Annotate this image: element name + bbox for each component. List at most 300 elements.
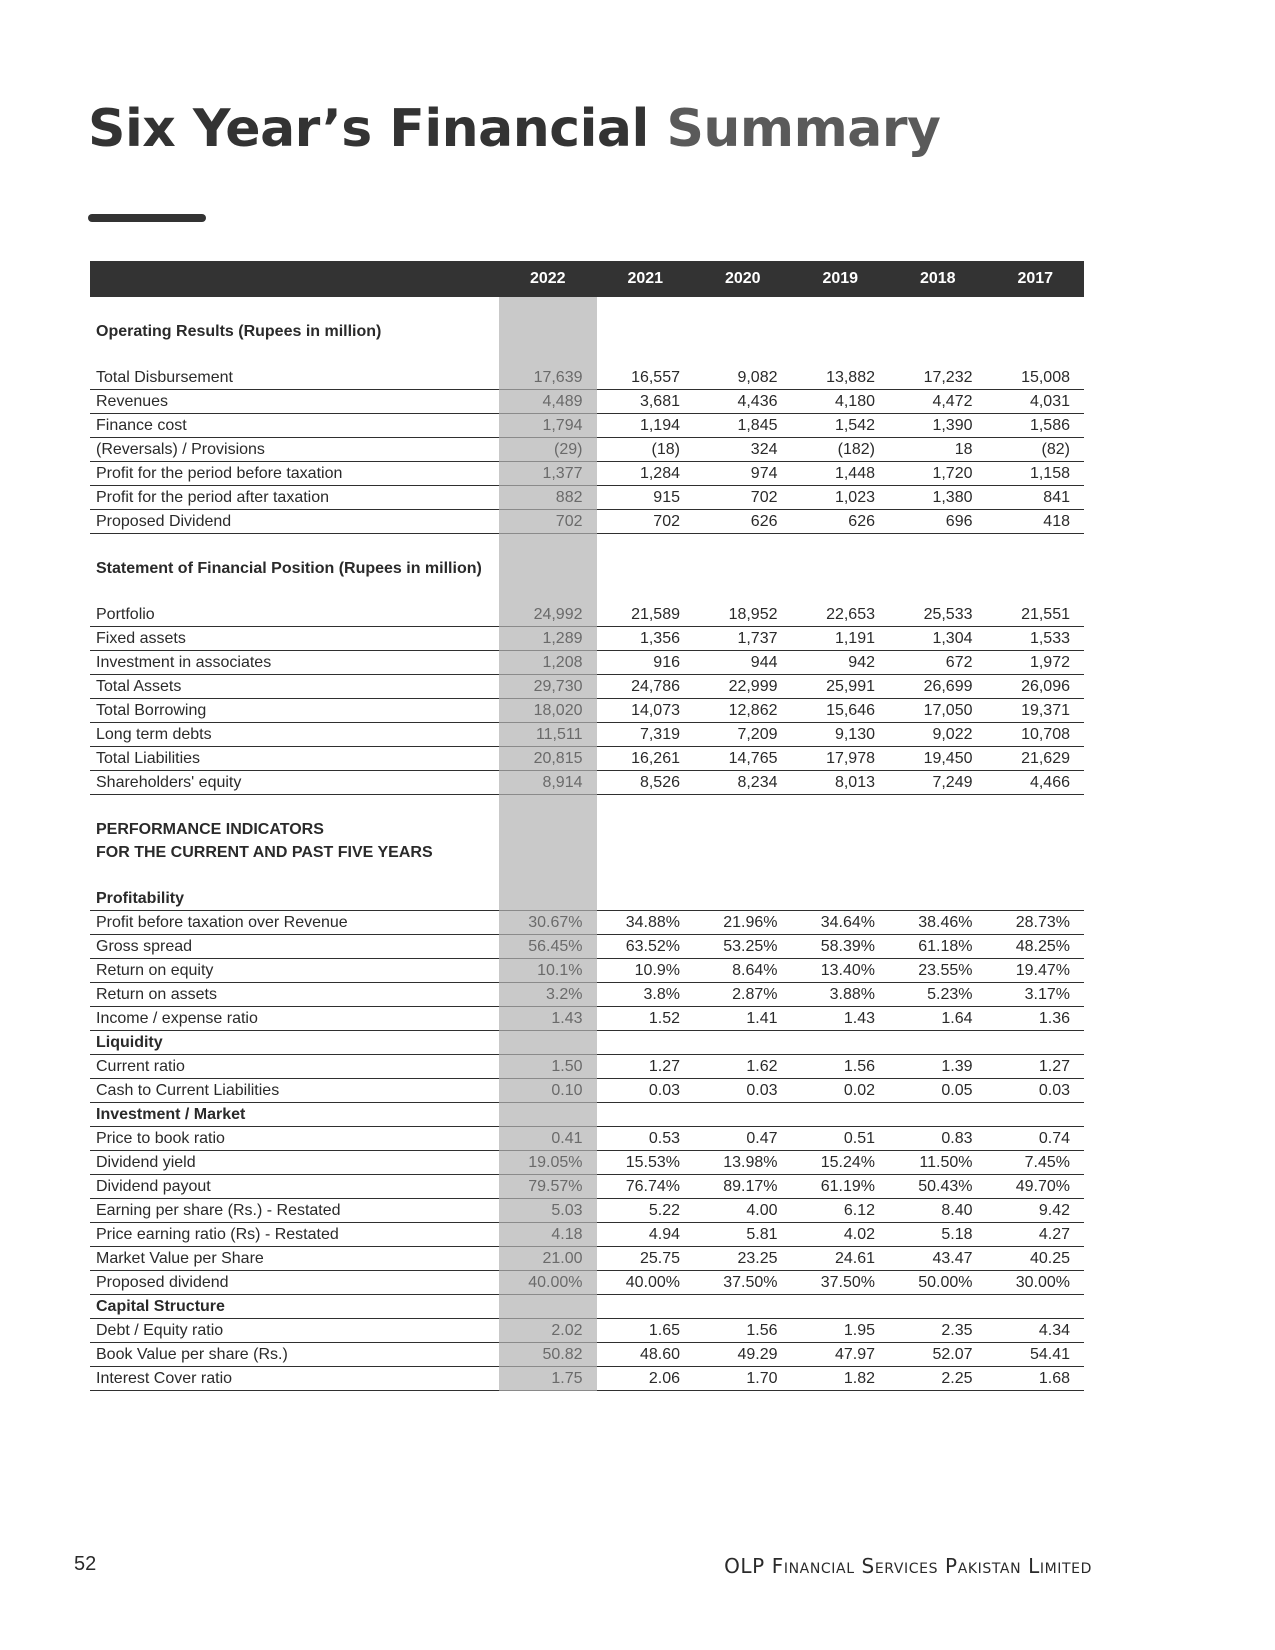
table-row — [90, 651, 1084, 675]
value-cell: 17,978 — [792, 747, 890, 771]
table-row — [90, 935, 1084, 959]
heading-cell — [597, 1295, 695, 1319]
row-label: Proposed Dividend — [90, 510, 499, 534]
title-accent-bar — [88, 214, 206, 222]
value-cell: 11.50% — [889, 1151, 987, 1175]
value-cell: 20,815 — [499, 747, 597, 771]
value-cell: 76.74% — [597, 1175, 695, 1199]
heading-cell — [889, 1031, 987, 1055]
year-header: 2020 — [694, 261, 792, 297]
title-bold: Six Year’s Financial — [88, 99, 649, 159]
heading-cell — [987, 887, 1085, 911]
section-heading: PERFORMANCE INDICATORS — [96, 820, 324, 838]
value-cell: 1.41 — [694, 1007, 792, 1031]
table-row — [90, 414, 1084, 438]
value-cell: 2.02 — [499, 1319, 597, 1343]
heading-cell — [694, 1295, 792, 1319]
value-cell: 15,008 — [987, 366, 1085, 390]
value-cell: 3.8% — [597, 983, 695, 1007]
heading-cell — [792, 1295, 890, 1319]
section-heading-row — [90, 841, 1084, 864]
heading-cell — [694, 320, 792, 343]
row-label: Investment in associates — [90, 651, 499, 675]
heading-cell — [987, 1295, 1085, 1319]
value-cell: 2.35 — [889, 1319, 987, 1343]
value-cell: 21,629 — [987, 747, 1085, 771]
page-number: 52 — [74, 1553, 97, 1575]
table-row — [90, 747, 1084, 771]
value-cell: 19.47% — [987, 959, 1085, 983]
row-label: Proposed dividend — [90, 1271, 499, 1295]
table-row — [90, 1271, 1084, 1295]
table-row — [90, 438, 1084, 462]
value-cell: 48.25% — [987, 935, 1085, 959]
year-header: 2022 — [499, 261, 597, 297]
value-cell: 1.43 — [792, 1007, 890, 1031]
table-row — [90, 959, 1084, 983]
value-cell: 0.10 — [499, 1079, 597, 1103]
value-cell: 40.00% — [597, 1271, 695, 1295]
value-cell: 0.02 — [792, 1079, 890, 1103]
heading-cell — [499, 557, 597, 580]
value-cell: 53.25% — [694, 935, 792, 959]
table-row — [90, 1247, 1084, 1271]
value-cell: 25,533 — [889, 603, 987, 627]
value-cell: 4,466 — [987, 771, 1085, 795]
section-heading-row — [90, 818, 1084, 841]
spacer-cell — [90, 297, 499, 320]
value-cell: 9,082 — [694, 366, 792, 390]
heading-cell — [889, 1295, 987, 1319]
table-row — [90, 675, 1084, 699]
spacer-cell — [987, 580, 1085, 603]
value-cell: 1.82 — [792, 1367, 890, 1391]
value-cell: 26,699 — [889, 675, 987, 699]
value-cell: 0.41 — [499, 1127, 597, 1151]
value-cell: 38.46% — [889, 911, 987, 935]
value-cell: 1.64 — [889, 1007, 987, 1031]
value-cell: 702 — [597, 510, 695, 534]
row-label: Book Value per share (Rs.) — [90, 1343, 499, 1367]
heading-cell — [889, 557, 987, 580]
value-cell: 8,914 — [499, 771, 597, 795]
value-cell: 34.64% — [792, 911, 890, 935]
row-label: Dividend yield — [90, 1151, 499, 1175]
value-cell: 1.43 — [499, 1007, 597, 1031]
value-cell: 5.23% — [889, 983, 987, 1007]
value-cell: 7,209 — [694, 723, 792, 747]
spacer-row — [90, 864, 1084, 887]
spacer-cell — [90, 580, 499, 603]
spacer-cell — [792, 864, 890, 887]
header-label-cell — [90, 261, 499, 297]
value-cell: 4,436 — [694, 390, 792, 414]
section-heading-row — [90, 1295, 1084, 1319]
row-label: Shareholders' equity — [90, 771, 499, 795]
value-cell: 0.51 — [792, 1127, 890, 1151]
spacer-row — [90, 580, 1084, 603]
table-row — [90, 723, 1084, 747]
value-cell: 13.40% — [792, 959, 890, 983]
value-cell: 3.17% — [987, 983, 1085, 1007]
value-cell: 19,450 — [889, 747, 987, 771]
row-label: Return on assets — [90, 983, 499, 1007]
table-row — [90, 1199, 1084, 1223]
spacer-cell — [499, 297, 597, 320]
value-cell: 0.53 — [597, 1127, 695, 1151]
value-cell: 8.40 — [889, 1199, 987, 1223]
value-cell: 13,882 — [792, 366, 890, 390]
section-heading-row — [90, 320, 1084, 343]
value-cell: 882 — [499, 486, 597, 510]
heading-cell — [499, 1295, 597, 1319]
value-cell: 24,992 — [499, 603, 597, 627]
heading-cell — [499, 1103, 597, 1127]
value-cell: 672 — [889, 651, 987, 675]
spacer-row — [90, 297, 1084, 320]
section-heading: Investment / Market — [90, 1103, 499, 1127]
heading-cell — [499, 1031, 597, 1055]
row-label: Total Borrowing — [90, 699, 499, 723]
value-cell: 17,050 — [889, 699, 987, 723]
section-heading: Operating Results (Rupees in million) — [96, 322, 382, 340]
heading-cell — [792, 1031, 890, 1055]
value-cell: 0.03 — [987, 1079, 1085, 1103]
value-cell: 1,542 — [792, 414, 890, 438]
value-cell: 3,681 — [597, 390, 695, 414]
value-cell: 30.00% — [987, 1271, 1085, 1295]
value-cell: 1.50 — [499, 1055, 597, 1079]
value-cell: 4.02 — [792, 1223, 890, 1247]
spacer-cell — [889, 864, 987, 887]
value-cell: 2.06 — [597, 1367, 695, 1391]
spacer-cell — [792, 580, 890, 603]
row-label: Profit for the period before taxation — [90, 462, 499, 486]
value-cell: 12,862 — [694, 699, 792, 723]
value-cell: 7,249 — [889, 771, 987, 795]
value-cell: 18 — [889, 438, 987, 462]
value-cell: 28.73% — [987, 911, 1085, 935]
value-cell: 4.18 — [499, 1223, 597, 1247]
row-label: Total Assets — [90, 675, 499, 699]
value-cell: 89.17% — [694, 1175, 792, 1199]
spacer-cell — [889, 297, 987, 320]
value-cell: 942 — [792, 651, 890, 675]
spacer-cell — [987, 343, 1085, 366]
value-cell: 56.45% — [499, 935, 597, 959]
value-cell: 15.24% — [792, 1151, 890, 1175]
section-heading: Statement of Financial Position (Rupees in million) — [96, 559, 482, 577]
value-cell: 40.25 — [987, 1247, 1085, 1271]
value-cell: 0.03 — [597, 1079, 695, 1103]
table-row — [90, 462, 1084, 486]
value-cell: 4,489 — [499, 390, 597, 414]
row-label: Price earning ratio (Rs) - Restated — [90, 1223, 499, 1247]
spacer-row — [90, 343, 1084, 366]
row-label: Long term debts — [90, 723, 499, 747]
value-cell: 9,022 — [889, 723, 987, 747]
row-label: Price to book ratio — [90, 1127, 499, 1151]
value-cell: 696 — [889, 510, 987, 534]
title-light: Summary — [666, 99, 941, 159]
value-cell: 19,371 — [987, 699, 1085, 723]
spacer-cell — [597, 534, 695, 558]
value-cell: 1.52 — [597, 1007, 695, 1031]
row-label: Income / expense ratio — [90, 1007, 499, 1031]
value-cell: 10.9% — [597, 959, 695, 983]
row-label: Current ratio — [90, 1055, 499, 1079]
value-cell: 11,511 — [499, 723, 597, 747]
value-cell: 1,158 — [987, 462, 1085, 486]
spacer-cell — [792, 297, 890, 320]
spacer-cell — [597, 580, 695, 603]
table-row — [90, 1175, 1084, 1199]
heading-cell — [792, 841, 890, 864]
row-label: Profit before taxation over Revenue — [90, 911, 499, 935]
value-cell: 1.27 — [597, 1055, 695, 1079]
page-title — [88, 100, 940, 160]
value-cell: 944 — [694, 651, 792, 675]
value-cell: 1,390 — [889, 414, 987, 438]
row-label: Total Liabilities — [90, 747, 499, 771]
spacer-cell — [499, 343, 597, 366]
value-cell: 15,646 — [792, 699, 890, 723]
value-cell: 1,720 — [889, 462, 987, 486]
value-cell: 1.36 — [987, 1007, 1085, 1031]
value-cell: (82) — [987, 438, 1085, 462]
value-cell: 4,180 — [792, 390, 890, 414]
value-cell: 418 — [987, 510, 1085, 534]
value-cell: 49.70% — [987, 1175, 1085, 1199]
value-cell: 13.98% — [694, 1151, 792, 1175]
value-cell: 626 — [694, 510, 792, 534]
value-cell: 1,533 — [987, 627, 1085, 651]
value-cell: 50.82 — [499, 1343, 597, 1367]
value-cell: 18,020 — [499, 699, 597, 723]
heading-cell — [499, 887, 597, 911]
value-cell: 54.41 — [987, 1343, 1085, 1367]
heading-cell — [597, 320, 695, 343]
heading-cell — [694, 557, 792, 580]
heading-cell — [499, 841, 597, 864]
value-cell: 21.00 — [499, 1247, 597, 1271]
heading-cell — [889, 818, 987, 841]
value-cell: 4.27 — [987, 1223, 1085, 1247]
spacer-cell — [987, 534, 1085, 558]
heading-cell — [597, 557, 695, 580]
value-cell: 61.19% — [792, 1175, 890, 1199]
value-cell: 1,304 — [889, 627, 987, 651]
row-label: Fixed assets — [90, 627, 499, 651]
heading-cell — [889, 1103, 987, 1127]
value-cell: 974 — [694, 462, 792, 486]
table-row — [90, 1007, 1084, 1031]
value-cell: 23.55% — [889, 959, 987, 983]
value-cell: 8,013 — [792, 771, 890, 795]
table-row — [90, 603, 1084, 627]
value-cell: 25.75 — [597, 1247, 695, 1271]
value-cell: 0.05 — [889, 1079, 987, 1103]
value-cell: 79.57% — [499, 1175, 597, 1199]
table-row — [90, 983, 1084, 1007]
row-label: Dividend payout — [90, 1175, 499, 1199]
heading-cell — [597, 841, 695, 864]
value-cell: 10.1% — [499, 959, 597, 983]
value-cell: 19.05% — [499, 1151, 597, 1175]
value-cell: 37.50% — [792, 1271, 890, 1295]
section-heading-row — [90, 557, 1084, 580]
value-cell: 0.74 — [987, 1127, 1085, 1151]
spacer-cell — [499, 534, 597, 558]
value-cell: 8,526 — [597, 771, 695, 795]
heading-cell — [694, 1103, 792, 1127]
heading-cell — [694, 1031, 792, 1055]
spacer-cell — [694, 343, 792, 366]
value-cell: 21,551 — [987, 603, 1085, 627]
spacer-cell — [694, 864, 792, 887]
value-cell: 49.29 — [694, 1343, 792, 1367]
spacer-cell — [499, 580, 597, 603]
spacer-cell — [694, 580, 792, 603]
year-header-row — [90, 261, 1084, 297]
value-cell: 50.43% — [889, 1175, 987, 1199]
value-cell: 5.18 — [889, 1223, 987, 1247]
table-row — [90, 390, 1084, 414]
table-row — [90, 1151, 1084, 1175]
spacer-row — [90, 795, 1084, 819]
value-cell: 40.00% — [499, 1271, 597, 1295]
row-label: Return on equity — [90, 959, 499, 983]
spacer-cell — [597, 343, 695, 366]
table-row — [90, 911, 1084, 935]
heading-cell — [889, 841, 987, 864]
spacer-cell — [694, 534, 792, 558]
value-cell: 21,589 — [597, 603, 695, 627]
row-label: Market Value per Share — [90, 1247, 499, 1271]
value-cell: 22,999 — [694, 675, 792, 699]
heading-cell — [987, 557, 1085, 580]
year-header: 2018 — [889, 261, 987, 297]
value-cell: 1.65 — [597, 1319, 695, 1343]
spacer-cell — [889, 343, 987, 366]
value-cell: 29,730 — [499, 675, 597, 699]
table-row — [90, 1079, 1084, 1103]
section-heading-row — [90, 1103, 1084, 1127]
value-cell: 1,794 — [499, 414, 597, 438]
spacer-cell — [597, 795, 695, 819]
value-cell: 17,232 — [889, 366, 987, 390]
year-header: 2017 — [987, 261, 1085, 297]
spacer-cell — [792, 795, 890, 819]
table-row — [90, 510, 1084, 534]
value-cell: 1,289 — [499, 627, 597, 651]
value-cell: 8,234 — [694, 771, 792, 795]
value-cell: 1,586 — [987, 414, 1085, 438]
value-cell: 8.64% — [694, 959, 792, 983]
spacer-cell — [90, 864, 499, 887]
value-cell: 702 — [499, 510, 597, 534]
table-body — [90, 297, 1084, 1391]
heading-cell — [792, 818, 890, 841]
value-cell: 841 — [987, 486, 1085, 510]
value-cell: 16,557 — [597, 366, 695, 390]
value-cell: 1.70 — [694, 1367, 792, 1391]
value-cell: 1.39 — [889, 1055, 987, 1079]
value-cell: 25,991 — [792, 675, 890, 699]
heading-cell — [597, 1031, 695, 1055]
value-cell: 2.25 — [889, 1367, 987, 1391]
table-row — [90, 1127, 1084, 1151]
value-cell: 626 — [792, 510, 890, 534]
spacer-cell — [90, 534, 499, 558]
spacer-cell — [597, 864, 695, 887]
value-cell: 6.12 — [792, 1199, 890, 1223]
row-label: Debt / Equity ratio — [90, 1319, 499, 1343]
heading-cell — [694, 818, 792, 841]
section-heading: FOR THE CURRENT AND PAST FIVE YEARS — [96, 843, 433, 861]
value-cell: 1,448 — [792, 462, 890, 486]
spacer-cell — [987, 795, 1085, 819]
value-cell: 9.42 — [987, 1199, 1085, 1223]
value-cell: 16,261 — [597, 747, 695, 771]
heading-cell — [792, 1103, 890, 1127]
value-cell: 324 — [694, 438, 792, 462]
spacer-cell — [792, 343, 890, 366]
company-name: OLP Financial Services Pakistan Limited — [724, 1554, 1092, 1578]
value-cell: 5.03 — [499, 1199, 597, 1223]
year-header: 2019 — [792, 261, 890, 297]
spacer-cell — [792, 534, 890, 558]
row-label: Earning per share (Rs.) - Restated — [90, 1199, 499, 1223]
section-heading: Liquidity — [90, 1031, 499, 1055]
heading-cell — [597, 1103, 695, 1127]
spacer-cell — [889, 580, 987, 603]
heading-cell — [499, 818, 597, 841]
value-cell: 1.95 — [792, 1319, 890, 1343]
value-cell: 1.62 — [694, 1055, 792, 1079]
value-cell: 1,284 — [597, 462, 695, 486]
value-cell: 26,096 — [987, 675, 1085, 699]
row-label: Gross spread — [90, 935, 499, 959]
value-cell: 61.18% — [889, 935, 987, 959]
value-cell: 14,073 — [597, 699, 695, 723]
heading-cell — [889, 887, 987, 911]
spacer-row — [90, 534, 1084, 558]
spacer-cell — [694, 297, 792, 320]
heading-cell — [889, 320, 987, 343]
spacer-cell — [499, 864, 597, 887]
spacer-cell — [889, 534, 987, 558]
section-heading-row — [90, 887, 1084, 911]
heading-cell — [597, 887, 695, 911]
value-cell: 1.75 — [499, 1367, 597, 1391]
value-cell: 18,952 — [694, 603, 792, 627]
spacer-cell — [987, 864, 1085, 887]
value-cell: 15.53% — [597, 1151, 695, 1175]
value-cell: 24,786 — [597, 675, 695, 699]
heading-cell — [987, 1031, 1085, 1055]
row-label: Finance cost — [90, 414, 499, 438]
value-cell: 4.00 — [694, 1199, 792, 1223]
value-cell: 63.52% — [597, 935, 695, 959]
value-cell: 37.50% — [694, 1271, 792, 1295]
value-cell: 1,737 — [694, 627, 792, 651]
row-label: Total Disbursement — [90, 366, 499, 390]
value-cell: 1.27 — [987, 1055, 1085, 1079]
spacer-cell — [889, 795, 987, 819]
value-cell: 1,972 — [987, 651, 1085, 675]
value-cell: 0.83 — [889, 1127, 987, 1151]
